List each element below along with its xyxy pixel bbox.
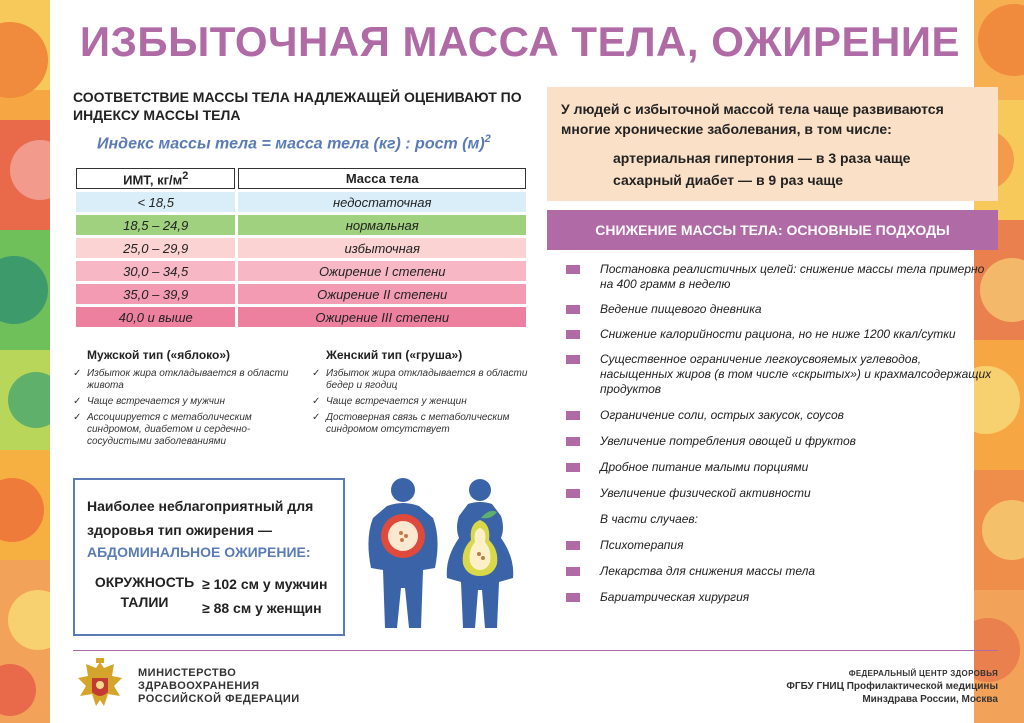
approach-text: Психотерапия: [600, 538, 684, 552]
bmi-table-row: [76, 284, 526, 304]
mass-category-cell: нормальная: [238, 215, 526, 235]
ministry-name: [138, 667, 300, 706]
bmi-range-cell: 40,0 и выше: [76, 307, 235, 327]
bmi-table-row: [76, 192, 526, 212]
mass-category-cell: Ожирение II степени: [238, 284, 526, 304]
approach-item: [566, 538, 996, 553]
mass-category-cell: избыточная: [238, 238, 526, 258]
checkmark-icon: ✓: [73, 412, 82, 423]
waist-label-line1: ОКРУЖНОСТЬ: [94, 574, 195, 590]
footer-divider: [73, 650, 998, 651]
square-bullet-icon: [566, 567, 580, 576]
chronic-intro-line1: У людей с избыточной массой тела чаще развиваются: [561, 101, 944, 117]
checkmark-icon: ✓: [312, 396, 321, 407]
approach-item: [566, 564, 996, 579]
approach-text: Существенное ограничение легкоусвояемых углеводов, насыщенных жиров (в том числе «скрытых») и крахмалсодержащих продуктов: [600, 352, 992, 396]
bmi-range-cell: < 18,5: [76, 192, 235, 212]
waist-values: [202, 572, 327, 620]
risk-hypertension: артериальная гипертония — в 3 раза чаще: [613, 150, 911, 166]
approach-text: Ограничение соли, острых закусок, соусов: [600, 408, 844, 422]
male-type-block: [73, 348, 298, 452]
bmi-range-cell: 35,0 – 39,9: [76, 284, 235, 304]
waist-label: [87, 572, 202, 620]
mass-category-cell: Ожирение I степени: [238, 261, 526, 281]
square-bullet-icon: [566, 330, 580, 339]
chronic-intro: [561, 99, 984, 139]
approach-text: Бариатрическая хирургия: [600, 590, 750, 604]
checkmark-icon: ✓: [73, 368, 82, 379]
coat-of-arms-art: [74, 656, 126, 716]
list-item-text: Чаще встречается у женщин: [326, 396, 467, 407]
square-bullet-icon: [566, 265, 580, 274]
chronic-disease-box: [547, 87, 998, 201]
left-pattern-art: [0, 0, 50, 723]
bmi-heading-line2: ИНДЕКСУ МАССЫ ТЕЛА: [73, 107, 241, 123]
list-item-text: Достоверная связь с метаболическим синдромом отсутствует: [326, 412, 510, 435]
approaches-list: [566, 262, 996, 605]
list-item: [312, 412, 537, 436]
bmi-table-row: [76, 261, 526, 281]
approach-item: [566, 408, 996, 423]
center-line3: Минздрава России, Москва: [862, 694, 998, 705]
list-item: [312, 396, 537, 408]
bmi-table: [73, 165, 529, 330]
waist-men: ≥ 102 см у мужчин: [202, 576, 328, 592]
waist-women: ≥ 88 см у женщин: [202, 600, 322, 616]
male-type-title: Мужской тип («яблоко»): [87, 348, 230, 362]
coat-of-arms-icon: [74, 656, 126, 716]
approaches-title: СНИЖЕНИЕ МАССЫ ТЕЛА: ОСНОВНЫЕ ПОДХОДЫ: [547, 210, 998, 250]
bmi-range-cell: 25,0 – 29,9: [76, 238, 235, 258]
approach-text: Дробное питание малыми порциями: [600, 460, 809, 474]
square-bullet-icon: [566, 305, 580, 314]
waist-criteria: [87, 572, 331, 620]
center-line1: ФЕДЕРАЛЬНЫЙ ЦЕНТР ЗДОРОВЬЯ: [848, 669, 998, 678]
bmi-table-body: [76, 192, 526, 327]
approach-item: [566, 460, 996, 475]
waist-label-line2: ТАЛИИ: [120, 594, 169, 610]
bmi-column-header-exponent: 2: [182, 169, 189, 182]
body-type-figures: [365, 478, 535, 633]
abdominal-intro: [87, 494, 331, 542]
abdominal-intro-line2: здоровья тип ожирения —: [87, 522, 272, 538]
list-item-text: Избыток жира откладывается в области бедер и ягодиц: [326, 368, 528, 391]
left-decorative-strip: [0, 0, 50, 723]
abdominal-obesity-box: [73, 478, 345, 636]
approach-text: Снижение калорийности рациона, но не ниже 1200 ккал/сутки: [600, 327, 956, 341]
abdominal-intro-line1: Наиболее неблагоприятный для: [87, 498, 314, 514]
ministry-line1: МИНИСТЕРСТВО: [138, 667, 237, 679]
risk-list: [561, 147, 984, 191]
pear-body-figure: [447, 479, 514, 628]
square-bullet-icon: [566, 355, 580, 364]
approach-item: [566, 352, 996, 397]
mass-category-cell: недостаточная: [238, 192, 526, 212]
square-bullet-icon: [566, 437, 580, 446]
approach-item: [566, 302, 996, 317]
approach-text: Ведение пищевого дневника: [600, 302, 762, 316]
apple-body-figure: [368, 478, 437, 628]
square-bullet-icon: [566, 593, 580, 602]
female-type-title: Женский тип («груша»): [326, 348, 463, 362]
square-bullet-icon: [566, 463, 580, 472]
abdominal-highlight: АБДОМИНАЛЬНОЕ ОЖИРЕНИЕ:: [87, 544, 311, 560]
square-bullet-icon: [566, 489, 580, 498]
bmi-table-header-row: [76, 168, 526, 189]
male-type-list: [73, 368, 298, 448]
mass-category-cell: Ожирение III степени: [238, 307, 526, 327]
apple-pear-illustration: [365, 478, 535, 633]
approach-item: [566, 486, 996, 501]
bmi-table-row: [76, 238, 526, 258]
page-title: ИЗБЫТОЧНАЯ МАССА ТЕЛА, ОЖИРЕНИЕ: [79, 18, 961, 65]
health-center-name: [786, 667, 998, 706]
ministry-line2: ЗДРАВООХРАНЕНИЯ: [138, 680, 260, 692]
approach-text: В части случаев:: [600, 512, 699, 526]
square-bullet-icon: [566, 541, 580, 550]
list-item-text: Ассоциируется с метаболическим синдромом, диабетом и сердечно-сосудистыми заболеваниями: [87, 412, 252, 447]
risk-diabetes: сахарный диабет — в 9 раз чаще: [613, 172, 843, 188]
approach-item: [566, 434, 996, 449]
list-item-text: Избыток жира откладывается в области живота: [87, 368, 289, 391]
approach-text: Лекарства для снижения массы тела: [600, 564, 816, 578]
list-item: [73, 368, 298, 392]
checkmark-icon: ✓: [73, 396, 82, 407]
bmi-column-header-text: ИМТ, кг/м: [123, 172, 183, 188]
ministry-line3: РОССИЙСКОЙ ФЕДЕРАЦИИ: [138, 693, 300, 705]
list-item: [73, 412, 298, 448]
approach-text: Увеличение физической активности: [600, 486, 811, 500]
list-item: [312, 368, 537, 392]
female-type-block: [312, 348, 537, 440]
bmi-formula-exponent: 2: [484, 133, 491, 145]
center-line2: ФГБУ ГНИЦ Профилактической медицины: [786, 681, 998, 692]
list-item-text: Чаще встречается у мужчин: [87, 396, 225, 407]
bmi-table-row: [76, 307, 526, 327]
approach-text: Увеличение потребления овощей и фруктов: [600, 434, 856, 448]
approach-item: [566, 262, 996, 292]
checkmark-icon: ✓: [312, 368, 321, 379]
approach-text: Постановка реалистичных целей: снижение массы тела примерно на 400 грамм в неделю: [600, 262, 985, 291]
bmi-range-cell: 18,5 – 24,9: [76, 215, 235, 235]
bmi-heading-line1: СООТВЕТСТВИЕ МАССЫ ТЕЛА НАДЛЕЖАЩЕЙ ОЦЕНИВАЮТ ПО: [73, 89, 522, 105]
approach-item: [566, 512, 996, 527]
bmi-formula: [97, 133, 491, 153]
chronic-intro-line2: многие хронические заболевания, в том числе:: [561, 121, 892, 137]
approach-item: [566, 327, 996, 342]
bmi-formula-text: Индекс массы тела = масса тела (кг) : рост (м): [97, 135, 485, 153]
approach-item: [566, 590, 996, 605]
square-bullet-icon: [566, 411, 580, 420]
checkmark-icon: ✓: [312, 412, 321, 423]
female-type-list: [312, 368, 537, 436]
bmi-range-cell: 30,0 – 34,5: [76, 261, 235, 281]
list-item: [73, 396, 298, 408]
mass-column-header: Масса тела: [238, 168, 526, 189]
bmi-table-row: [76, 215, 526, 235]
bmi-column-header: [76, 168, 235, 189]
bmi-heading: [73, 88, 543, 124]
